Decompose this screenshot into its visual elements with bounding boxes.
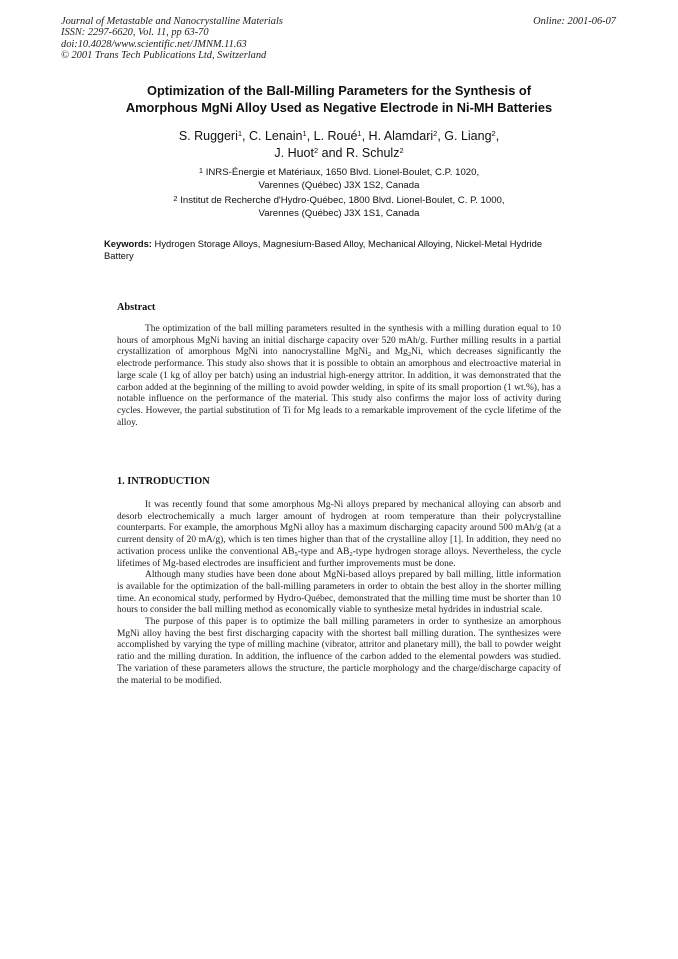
author-affil-mark: 2 xyxy=(433,129,438,138)
keywords-label: Keywords: xyxy=(104,238,152,249)
intro-paragraph-3: The purpose of this paper is to optimize the ball milling parameters in order to synthesize an amorphous MgNi alloy having the best first discharging capacity with the shortest ball milling duration. The synthesizes were accomplished by varying the type of milling machine (vibrator, attritor and planetary mill), the ball to powder weight ratio and the milling duration. In addition, the influence of the carbon added to the elemental powders was studied. The variation of these parameters allows the structure, the particle morphology and the charge/discharge capacity of the material to be modified. xyxy=(117,617,561,686)
author-name: and R. Schulz xyxy=(318,145,400,160)
journal-doi: doi:10.4028/www.scientific.net/JMNM.11.63 xyxy=(61,38,247,50)
title-line-1: Optimization of the Ball-Milling Parameters for the Synthesis of xyxy=(147,83,531,98)
author-affil-mark: 1 xyxy=(302,129,307,138)
introduction-body xyxy=(117,500,561,687)
subscript: 2 xyxy=(367,351,372,359)
affiliation-2 xyxy=(90,194,588,221)
abstract-text: Ni, which decreases significantly the electrode performance. This study also shows that it is possible to obtain an amorphous and electroactive material in large scale (1 kg of alloy per batch) using an industrial high-energy attritor. In addition, it was demonstrated that the carbon added at the beginning of the milling to avoid powder welding, in spite of its small proportion (1 wt.%), has a notable influence on the performance of the material. This study also confirms the major loss of activity during cycles. However, the partial substitution of Ti for Mg leads to a remarkable improvement of the cycle lifetime of the alloy. xyxy=(117,347,561,428)
author-list xyxy=(90,128,588,161)
abstract-paragraph xyxy=(117,324,561,429)
journal-copyright: © 2001 Trans Tech Publications Ltd, Switzerland xyxy=(61,49,267,61)
author-line-2 xyxy=(90,145,588,162)
author-name: , C. Lenain xyxy=(242,129,303,143)
affiliation-text: INRS-Énergie et Matériaux, 1650 Blvd. Lionel-Boulet, C.P. 1020, xyxy=(203,167,480,178)
author-name: , H. Alamdari xyxy=(361,129,434,143)
affiliation-text: Institut de Recherche d'Hydro-Québec, 1800 Blvd. Lionel-Boulet, C. P. 1000, xyxy=(177,195,505,206)
journal-info xyxy=(61,16,421,61)
affiliation-2-line-2: Varennes (Québec) J3X 1S1, Canada xyxy=(258,208,420,220)
affiliation-2-line-1 xyxy=(90,194,588,207)
author-separator: , xyxy=(495,129,500,143)
keywords-text: Hydrogen Storage Alloys, Magnesium-Based Alloy, Mechanical Alloying, Nickel-Metal Hydride Battery xyxy=(104,238,543,262)
author-line-1 xyxy=(90,128,588,145)
abstract-body xyxy=(117,324,561,429)
subscript: 2 xyxy=(407,351,412,359)
intro-text: It was recently found that some amorphous Mg-Ni alloys prepared by mechanical alloying can absorb and desorb electrochemically a much larger amount of hydrogen at room temperature than their polycrystalline counterparts. For example, the amorphous MgNi alloy has a maximum discharging capacity around 500 mAh/g (at a current density of 20 mA/g), which is ten times higher than that of the crystalline alloy [1]. In addition, they need no activation process unlike the conventional AB xyxy=(117,500,561,557)
author-affil-mark: 2 xyxy=(313,145,319,155)
affiliation-1-line-1 xyxy=(90,166,588,179)
author-name: J. Huot xyxy=(274,145,314,160)
journal-name: Journal of Metastable and Nanocrystalline Materials xyxy=(61,16,283,27)
subscript: 5 xyxy=(294,550,298,558)
author-name: , G. Liang xyxy=(437,129,492,143)
title-line-2: Amorphous MgNi Alloy Used as Negative Electrode in Ni-MH Batteries xyxy=(125,99,553,115)
introduction-heading: 1. INTRODUCTION xyxy=(117,476,210,487)
subscript: 2 xyxy=(349,550,353,558)
journal-issn: ISSN: 2297-6620, Vol. 11, pp 63-70 xyxy=(61,27,209,39)
author-affil-mark: 2 xyxy=(399,145,404,155)
keywords xyxy=(104,238,574,263)
author-affil-mark: 1 xyxy=(237,129,243,138)
intro-text: -type hydrogen storage alloys. Nevertheless, the cycle lifetimes of Mg-based electrodes are insufficient and further improvements must be done. xyxy=(117,546,562,569)
affiliation-1-line-2: Varennes (Québec) J3X 1S2, Canada xyxy=(258,180,420,192)
author-name: , L. Roué xyxy=(306,129,358,143)
author-affil-mark: 2 xyxy=(491,129,496,138)
intro-paragraph-2: Although many studies have been done about MgNi-based alloys prepared by ball milling, little information is available for the optimization of the ball-milling parameters in order to obtain the best alloy in the shorter milling time. An economical study, performed by Hydro-Québec, demonstrated that the milling time must be shorter than 10 hours to consider the ball milling method as economically viable to synthesize metal hydrides in industrial scale. xyxy=(117,570,561,616)
abstract-text: and Mg xyxy=(371,347,408,358)
author-name: S. Ruggeri xyxy=(178,129,238,143)
affiliation-1 xyxy=(90,166,588,193)
paper-title xyxy=(90,83,588,116)
affiliation-number: 2 xyxy=(173,194,178,203)
abstract-text: The optimization of the ball milling parameters resulted in the synthesis with a milling duration equal to 10 hours of amorphous MgNi having an initial discharge capacity over 520 mAh/g. Further milling results in a partial crystallization of amorphous MgNi into nanocrystalline MgNi xyxy=(117,324,561,358)
abstract-heading: Abstract xyxy=(117,302,156,313)
intro-paragraph-1 xyxy=(117,500,561,570)
online-date: Online: 2001-06-07 xyxy=(533,16,616,27)
author-affil-mark: 1 xyxy=(357,129,362,138)
intro-text: -type and AB xyxy=(297,546,350,557)
affiliation-number: 1 xyxy=(198,166,204,175)
